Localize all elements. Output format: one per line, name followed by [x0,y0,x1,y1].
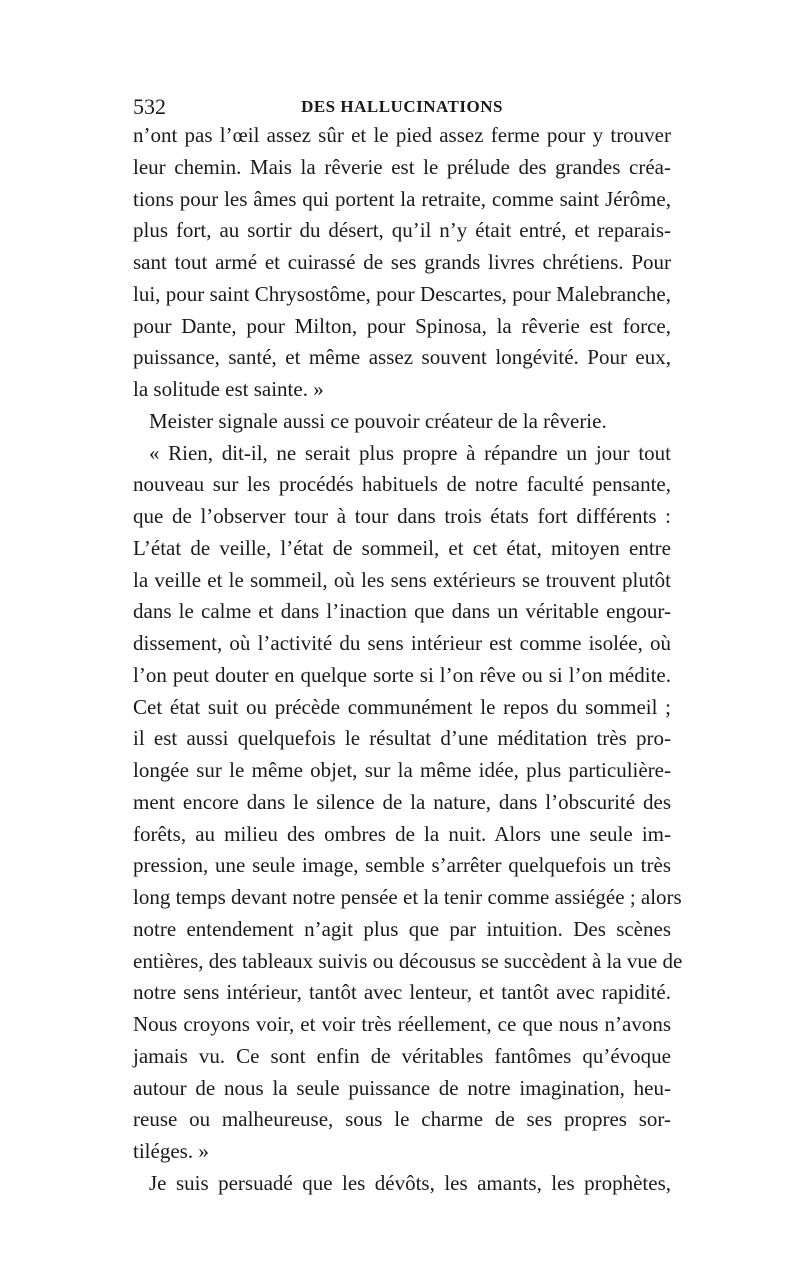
text-line: tions pour les âmes qui portent la retraite, comme saint Jérôme, [133,186,671,211]
text-line: Je suis persuadé que les dévôts, les amants, les prophètes, [149,1170,671,1195]
body-text [133,120,683,1200]
text-line: entières, des tableaux suivis ou décousus se succèdent à la vue de [133,948,683,973]
running-title: DES HALLUCINATIONS [301,97,503,116]
text-line: n’ont pas l’œil assez sûr et le pied assez ferme pour y trouver [133,123,671,147]
text-line: notre entendement n’agit plus que par intuition. Des scènes [133,916,671,941]
text-line: tiléges. » [133,1139,209,1163]
text-line: sant tout armé et cuirassé de ses grands livres chrétiens. Pour [133,250,671,274]
text-line: ment encore dans le silence de la nature, dans l’obscurité des [133,789,671,814]
text-line: l’on peut douter en quelque sorte si l’on rêve ou si l’on médite. [133,662,671,687]
text-line: Meister signale aussi ce pouvoir créateur de la rêverie. [149,408,607,433]
text-line: dissement, où l’activité du sens intérieur est comme isolée, où [133,631,671,655]
text-line: que de l’observer tour à tour dans trois états fort différents : [133,504,671,528]
text-line: Nous croyons voir, et voir très réellement, ce que nous n’avons [133,1012,671,1036]
text-line: notre sens intérieur, tantôt avec lenteur, et tantôt avec rapidité. [133,980,671,1005]
text-line: pour Dante, pour Milton, pour Spinosa, la rêverie est force, [133,313,671,338]
text-line: forêts, au milieu des ombres de la nuit. Alors une seule im- [133,821,671,846]
text-line: lui, pour saint Chrysostôme, pour Descartes, pour Malebranche, [133,281,671,306]
text-line: leur chemin. Mais la rêverie est le prélude des grandes créa- [133,154,671,179]
page-number: 532 [133,94,166,119]
text-line: L’état de veille, l’état de sommeil, et cet état, mitoyen entre [133,535,671,560]
text-line: la veille et le sommeil, où les sens extérieurs se trouvent plutôt [133,567,671,592]
text-line: il est aussi quelquefois le résultat d’une méditation très pro- [133,726,671,751]
text-line: reuse ou malheureuse, sous le charme de ses propres sor- [133,1107,671,1132]
text-line: dans le calme et dans l’inaction que dans un véritable engour- [133,599,671,624]
text-line: plus fort, au sortir du désert, qu’il n’y était entré, et reparais- [133,218,671,243]
text-line: jamais vu. Ce sont enfin de véritables fantômes qu’évoque [133,1043,671,1068]
text-line: Cet état suit ou précède communément le repos du sommeil ; [133,694,671,719]
text-line: puissance, santé, et même assez souvent longévité. Pour eux, [133,345,671,370]
text-line: long temps devant notre pensée et la tenir comme assiégée ; alors [133,885,682,909]
text-line: nouveau sur les procédés habituels de notre faculté pensante, [133,472,671,497]
text-line: autour de nous la seule puissance de notre imagination, heu- [133,1075,671,1100]
text-line: la solitude est sainte. » [133,377,324,401]
running-head [133,92,671,122]
text-line: « Rien, dit-il, ne serait plus propre à répandre un jour tout [149,440,671,465]
text-line: pression, une seule image, semble s’arrêter quelquefois un très [133,853,671,878]
text-line: longée sur le même objet, sur la même idée, plus particulière- [133,758,671,782]
